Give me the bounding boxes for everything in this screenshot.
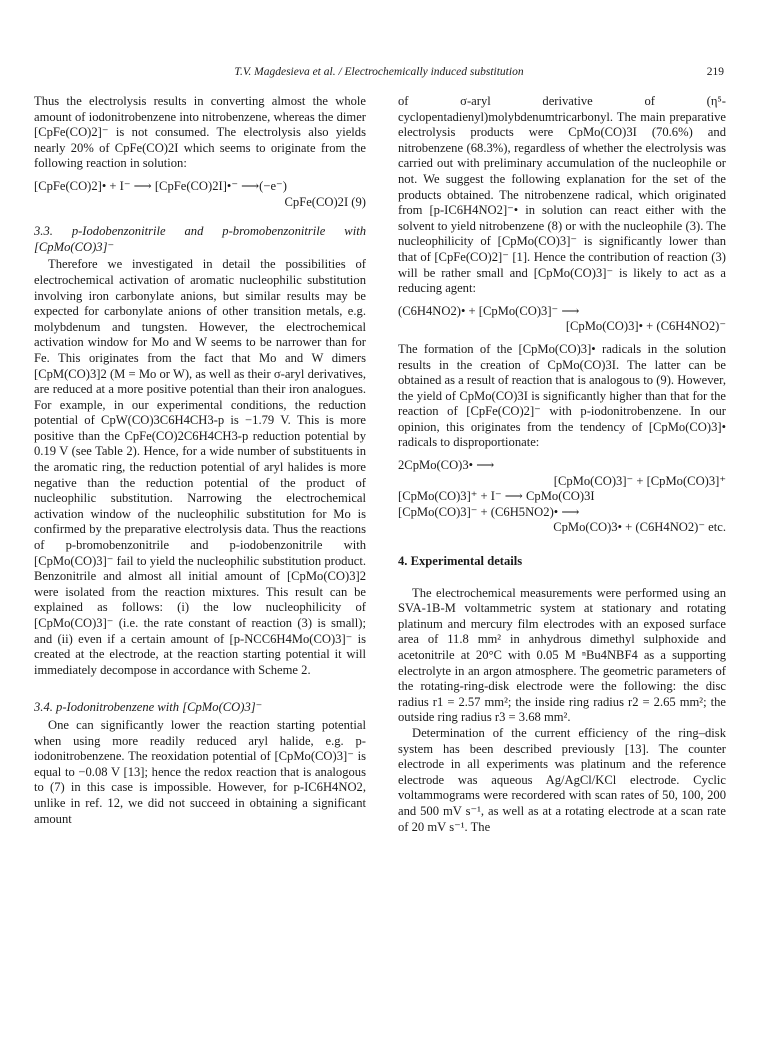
section-heading-4: 4. Experimental details	[398, 554, 523, 569]
paragraph: The electrochemical measurements were performed using an SVA-1B-M voltammetric system at stationary and rotating platinum and mercury film electrodes with an exposed surface area of 11.8 mm² in anhydrous dimethyl sulphoxide and acetonitrile at 20°C with 0.05 M ⁿBu4NBF4 as a supporting electrolyte in an argon atmosphere. The geometric parameters of the rotating-ring-disk electrode were the following: the disc radius r1 = 2.57 mm²; the inside ring radius r2 = 2.65 mm²; the outside ring radius r3 = 3.68 mm².	[398, 585, 726, 725]
paragraph: Determination of the current efficiency of the ring–disk system has been described previously [13]. The counter electrode in all experiments was platinum and the reference electrode was aqueous Ag/AgCl/KCl electrode. Cyclic voltammograms were recordered with scan rates of 50, 100, 200 and 500 mV s⁻¹, as well as at a rotating electrode at a scan rate of 20 mV s⁻¹. The	[398, 725, 726, 834]
equation-line: [CpMo(CO)3]⁻ + (C6H5NO2)• ⟶	[398, 504, 580, 519]
equation-line: CpMo(CO)3• + (C6H4NO2)⁻ etc.	[553, 520, 726, 535]
equation-line: (C6H4NO2)• + [CpMo(CO)3]⁻ ⟶	[398, 303, 580, 318]
equation-disproportionation	[398, 458, 726, 536]
left-column	[34, 94, 366, 827]
paragraph: The formation of the [CpMo(CO)3]• radicals in the solution results in the creation of CpMo(CO)3I. The latter can be obtained as a result of reaction that is analogous to (9). However, the yield of CpMo(CO)3I is significantly higher than that for the reaction of [CpFe(CO)2]⁻ with p-iodonitrobenzene. In our opinion, this originates from the tendency of [CpMo(CO)3]• radicals to disproportionate:	[398, 341, 726, 450]
paragraph: One can significantly lower the reaction starting potential when using more readily reduced aryl halide, e.g. p-iodonitrobenzene. The reoxidation potential of [CpMo(CO)3]⁻ is equal to −0.08 V [13]; hence the redox reaction that is analogous to (7) in this case is impossible. However, for p-IC6H4NO2, unlike in ref. 12, we did not succeed in obtaining a significant amount	[34, 717, 366, 826]
paragraph: of σ-aryl derivative of (η⁵-cyclopentadienyl)molybdenumtricarbonyl. The main preparative electrolysis products were CpMo(CO)3I (70.6%) and nitrobenzene (68.3%), regardless of whether the electrolysis was carried out with preliminary accumulation of the nucleophile or not. We suggest the following explanation for the set of the products obtained. The nitrobenzene radical, which originated from [p-IC6H4NO2]⁻• in solution can react either with the solvent to yield nitrobenzene (8) or with the nucleophile (3). The nucleophilicity of [CpMo(CO)3]⁻ is significantly lower than that of [CpFe(CO)2]⁻ [1]. Hence the contribution of reaction (3) will be rather small and [CpMo(CO)3]⁻ is likely to act as a reducing agent:	[398, 94, 726, 296]
equation-line: [CpMo(CO)3]• + (C6H4NO2)⁻	[565, 319, 726, 334]
equation-line: [CpFe(CO)2]• + I⁻ ⟶ [CpFe(CO)2I]•⁻ ⟶(−e⁻)	[34, 178, 287, 193]
equation-line: 2CpMo(CO)3• ⟶	[398, 458, 495, 473]
section-heading-3-3: 3.3. p-Iodobenzonitrile and p-bromobenzonitrile with [CpMo(CO)3]⁻	[34, 224, 366, 254]
section-heading-3-4: 3.4. p-Iodonitrobenzene with [CpMo(CO)3]⁻	[34, 700, 263, 715]
equation-line: [CpMo(CO)3]⁺ + I⁻ ⟶ CpMo(CO)3I	[398, 489, 595, 504]
paragraph: Therefore we investigated in detail the possibilities of electrochemical activation of aromatic nucleophilic substitution involving iron carbonylate anions, but similar results may be expected for carbonylate anions of other transition metals, e.g. molybdenum and tungsten. However, the electrochemical activation window for Mo and W seems to be narrower than for Fe. This originates from the fact that Mo and W dimers [CpM(CO)3]2 (M = Mo or W), as well as their σ-aryl derivatives, are reduced at a more positive potential than their iron analogues. For example, in our experimental conditions, the reduction potential of CpW(CO)3C6H4CH3-p is −1.79 V. This is more positive than the CpFe(CO)2C6H4CH3-p reduction potential by 0.19 V (see Table 2). Hence, for a wide number of substituents in the aromatic ring, the reduction potential of aryl halides is more negative than the reduction potential of the product of nucleophilic substitution. Narrowing the electrochemical activation window of the nucleophilic substitution for Mo is confirmed by the preparative electrolysis data. Thus the reactions of p-bromobenzonitrile and p-iodobenzonitrile with [CpMo(CO)3]⁻ fail to yield the nucleophilic substitution product. Benzonitrile and almost all initial amount of [CpMo(CO)3]2 were isolated from the reaction mixtures. This result can be explained as follows: (i) the low nucleophilicity of [CpMo(CO)3]⁻ (i.e. the rate constant of reaction (3) is small); and (ii) even if a certain amount of [p-NCC6H4Mo(CO)3]⁻ is created at the electrode, at the reaction starting potential it will immediately decompose in accordance with Scheme 2.	[34, 257, 366, 677]
running-header	[34, 66, 724, 82]
page-number: 219	[706, 66, 724, 78]
equation-9	[34, 179, 366, 210]
running-title: T.V. Magdesieva et al. / Electrochemically induced substitution	[234, 66, 524, 78]
equation-reduction	[398, 304, 726, 335]
equation-line: [CpMo(CO)3]⁻ + [CpMo(CO)3]⁺	[553, 473, 726, 488]
right-column	[398, 94, 726, 835]
paragraph: Thus the electrolysis results in converting almost the whole amount of iodonitrobenzene into nitrobenzene, whereas the dimer [CpFe(CO)2]⁻ is not consumed. The electrolysis also yields nearly 20% of CpFe(CO)2I which seems to originate from the following reaction in solution:	[34, 94, 366, 171]
equation-line: CpFe(CO)2I (9)	[284, 194, 366, 209]
